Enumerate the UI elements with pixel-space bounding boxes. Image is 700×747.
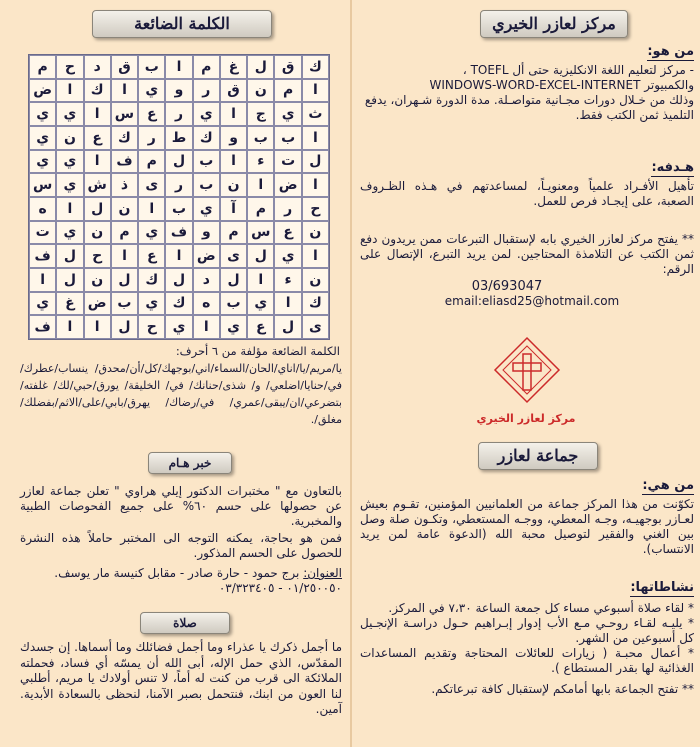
grid-cell: ر: [274, 197, 301, 221]
grid-cell: ت: [29, 221, 56, 245]
grid-cell: ا: [220, 102, 247, 126]
what-body: تكوّنت من هذا المركز جماعة من العلمانيين المؤمنين، تقـوم بعيش لعـازر بوجهيـه، وجـه المعطي، ووجـه المستعطي، وتكـون صلة وصل بين الغني والفقير لتوصيل محبة الله (الدعوة عامة لمن يريد الانتساب).: [360, 497, 694, 556]
grid-cell: غ: [56, 292, 83, 316]
grid-cell: ل: [165, 150, 192, 174]
news-phones: ٠١/٢٥٠٠٥٠ - ٠٣/٣٢٣٤٠٥: [218, 581, 342, 595]
grid-cell: آ: [220, 197, 247, 221]
grid-cell: ض: [193, 244, 220, 268]
goal-section: [360, 156, 694, 209]
news-body: [20, 484, 342, 529]
grid-cell: ي: [138, 79, 165, 103]
grid-cell: ر: [193, 79, 220, 103]
center-title-banner: [480, 10, 628, 38]
grid-cell: ح: [56, 55, 83, 79]
activity-4: ** تفتح الجماعة بابها أمامكم لإستقبال كافة تبرعاتكم.: [431, 682, 694, 696]
grid-cell: ي: [193, 102, 220, 126]
grid-cell: ي: [56, 102, 83, 126]
grid-cell: ق: [220, 79, 247, 103]
grid-cell: ب: [111, 292, 138, 316]
grid-cell: ا: [220, 150, 247, 174]
prayer-body-text: ما أجمل ذكرك يا عذراء وما أجمل فضائلك وما أسماها. إن جسدك المقدّس، الذي حمل الإله، أبى الله أن يمسّه أي فساد، فحملته الملائكة الى قرب من كنت له أماً، لا تنس أولادك يا مريم، أطلبي لنا العون من ابنك، فنتحمل بصبر الآمنا، لنحظى بالسعادة الأبدية. آمين.: [20, 640, 342, 716]
group-title-banner: [478, 442, 598, 470]
phone-number: 03/693047: [471, 279, 543, 294]
grid-cell: ذ: [111, 173, 138, 197]
who-body-2: والكمبيوتر WINDOWS-WORD-EXCEL-INTERNET: [429, 78, 694, 92]
grid-cell: ي: [56, 221, 83, 245]
puzzle-title: الكلمة الضائعة: [134, 14, 230, 33]
goal-heading: هـدفه:: [651, 160, 694, 175]
grid-cell: ا: [302, 79, 329, 103]
grid-cell: ى: [138, 173, 165, 197]
grid-cell: ا: [84, 102, 111, 126]
grid-cell: ا: [56, 197, 83, 221]
grid-cell: ع: [138, 102, 165, 126]
grid-cell: ف: [165, 221, 192, 245]
grid-cell: ث: [302, 102, 329, 126]
grid-cell: ر: [165, 102, 192, 126]
grid-cell: ن: [84, 221, 111, 245]
grid-cell: و: [193, 221, 220, 245]
grid-cell: غ: [220, 55, 247, 79]
grid-cell: ك: [302, 292, 329, 316]
goal-body: تأهيل الأفـراد علمياً ومعنويـاً، لمساعدتهم في هـذه الظـروف الصعبة، على إيجـاد فرص للعمل.: [360, 179, 694, 208]
grid-cell: ط: [165, 126, 192, 150]
grid-cell: ي: [29, 150, 56, 174]
grid-cell: ي: [247, 292, 274, 316]
grid-cell: ا: [165, 55, 192, 79]
grid-cell: د: [84, 55, 111, 79]
grid-cell: ن: [111, 197, 138, 221]
grid-cell: ي: [138, 292, 165, 316]
grid-cell: ا: [84, 150, 111, 174]
grid-cell: ن: [56, 126, 83, 150]
activities-section: [360, 576, 694, 697]
grid-cell: م: [138, 150, 165, 174]
grid-cell: ج: [247, 102, 274, 126]
puzzle-hint: [150, 344, 340, 359]
who-heading: من هو:: [647, 44, 694, 59]
grid-cell: ق: [111, 55, 138, 79]
grid-cell: م: [29, 55, 56, 79]
group-title: جماعة لعازر: [497, 446, 579, 465]
grid-cell: ق: [274, 55, 301, 79]
grid-cell: ى: [302, 315, 329, 339]
grid-cell: ه: [29, 197, 56, 221]
grid-cell: ي: [56, 173, 83, 197]
grid-cell: ن: [220, 173, 247, 197]
grid-cell: ب: [193, 150, 220, 174]
grid-cell: م: [274, 79, 301, 103]
grid-cell: ك: [165, 292, 192, 316]
grid-cell: د: [193, 268, 220, 292]
grid-cell: ر: [165, 173, 192, 197]
grid-cell: ا: [56, 315, 83, 339]
grid-cell: ي: [220, 315, 247, 339]
grid-cell: و: [220, 126, 247, 150]
grid-cell: ح: [84, 244, 111, 268]
grid-cell: ا: [302, 126, 329, 150]
grid-cell: م: [247, 197, 274, 221]
grid-cell: ر: [138, 126, 165, 150]
grid-cell: ل: [111, 268, 138, 292]
grid-cell: ف: [111, 150, 138, 174]
puzzle-title-banner: [92, 10, 272, 38]
grid-cell: ت: [274, 150, 301, 174]
grid-cell: ل: [56, 244, 83, 268]
news-body-text: بالتعاون مع " مختبرات الدكتور إيلي هراوي " تعلن جماعة لعازر عن حصولها على حسم ٦٠% على جميع الفحوصات الطبية والمخبرية.: [20, 484, 342, 528]
activity-1: * لقاء صلاة أسبوعي مساء كل جمعة الساعة ٧،٣٠ في المركز.: [388, 601, 694, 615]
grid-cell: ل: [84, 197, 111, 221]
grid-cell: ل: [220, 268, 247, 292]
grid-cell: ب: [247, 126, 274, 150]
center-title: مركز لعازر الخيري: [492, 14, 616, 33]
news-body-2-text: فمن هو بحاجة، يمكنه التوجه الى المختبر حاملاً هذه النشرة للحصول على الحسم المذكور.: [20, 531, 342, 560]
puzzle-words: [20, 360, 342, 428]
grid-cell: ي: [193, 197, 220, 221]
news-address: [20, 566, 342, 596]
grid-cell: ي: [165, 315, 192, 339]
what-section: [360, 474, 694, 557]
right-column: [352, 0, 700, 747]
grid-cell: س: [29, 173, 56, 197]
grid-cell: ا: [111, 244, 138, 268]
grid-cell: ل: [247, 55, 274, 79]
grid-cell: ض: [84, 292, 111, 316]
who-body-3: وذلك من خـلال دورات مجـانية متواصـلة. مدة الدورة شـهران، يدفع التلميذ ثمن الكتب فقط.: [364, 93, 694, 122]
activity-3: * أعمال محبـة ( زيارات للعائلات المحتاجة وتقديم المساعدات الغذائية لها بقدر المستطاع ).: [360, 646, 694, 675]
grid-cell: ل: [56, 268, 83, 292]
grid-cell: ا: [84, 315, 111, 339]
grid-cell: ا: [111, 79, 138, 103]
center-logo: [493, 336, 561, 408]
grid-cell: ك: [138, 268, 165, 292]
what-heading: من هي:: [642, 478, 694, 493]
grid-cell: ء: [247, 150, 274, 174]
grid-cell: ب: [274, 126, 301, 150]
grid-cell: م: [111, 221, 138, 245]
grid-cell: ا: [29, 268, 56, 292]
grid-cell: ح: [302, 197, 329, 221]
grid-cell: ب: [220, 292, 247, 316]
grid-cell: ل: [247, 244, 274, 268]
grid-cell: ك: [193, 126, 220, 150]
grid-cell: ي: [56, 150, 83, 174]
grid-cell: ه: [193, 292, 220, 316]
grid-cell: ا: [138, 197, 165, 221]
puzzle-words-text: يا/مريم/يا/اناي/الحان/السماء/اني/بوجهك/كل/أن/محدق/ ينساب/عطرك/ في/حنايا/اضلعي/ و/ شذى/حنانك/ في/ الخليقة/ يورق/حبي/لك/ غلفته/بتضرعي/ان/يبقى/عمري/ في/رضاك/ يهرق/بابي/على/الاثم/بفضلك/مغلق/.: [20, 362, 342, 426]
grid-cell: ش: [84, 173, 111, 197]
grid-cell: ن: [247, 79, 274, 103]
news-title-banner: [148, 452, 232, 474]
puzzle-hint-text: الكلمة الضائعة مؤلفة من ٦ أحرف:: [175, 344, 340, 358]
cross-logo-icon: [493, 336, 561, 408]
grid-cell: ض: [29, 79, 56, 103]
grid-cell: ف: [29, 244, 56, 268]
grid-cell: ف: [29, 315, 56, 339]
grid-cell: س: [247, 221, 274, 245]
grid-cell: س: [111, 102, 138, 126]
prayer-title: صلاة: [173, 616, 197, 630]
news-address-text: برج حمود - حارة صادر - مقابل كنيسة مار يوسف.: [54, 566, 300, 580]
grid-cell: ي: [29, 126, 56, 150]
grid-cell: م: [193, 55, 220, 79]
grid-cell: ل: [274, 315, 301, 339]
grid-cell: ض: [274, 173, 301, 197]
grid-cell: م: [220, 221, 247, 245]
news-address-label: العنوان:: [303, 566, 342, 580]
grid-cell: و: [165, 79, 192, 103]
grid-cell: ل: [302, 150, 329, 174]
who-body-1: - مركز لتعليم اللغة الانكليزية حتى أل TOEFL ،: [462, 63, 694, 77]
grid-cell: ي: [138, 221, 165, 245]
grid-cell: ي: [29, 292, 56, 316]
grid-cell: ب: [193, 173, 220, 197]
grid-cell: ن: [302, 221, 329, 245]
grid-cell: ب: [165, 197, 192, 221]
grid-cell: ي: [29, 102, 56, 126]
grid-cell: ن: [84, 268, 111, 292]
grid-cell: ا: [193, 315, 220, 339]
grid-cell: ك: [302, 55, 329, 79]
who-section: [360, 40, 694, 123]
grid-cell: ع: [138, 244, 165, 268]
activities-heading: نشاطاتها:: [630, 580, 694, 595]
email-address: email:eliasd25@hotmail.com: [444, 294, 620, 308]
grid-cell: ا: [247, 173, 274, 197]
grid-cell: ح: [138, 315, 165, 339]
grid-cell: ل: [111, 315, 138, 339]
grid-cell: ل: [165, 268, 192, 292]
grid-cell: ا: [56, 79, 83, 103]
activity-2: * يليـه لقـاء روحـي مـع الأب إدوار إبـراهيم حـول دراسـة الإنجـيل كل أسبوعين من الشهر.: [360, 616, 694, 645]
logo-caption: مركز لعازر الخيري: [476, 412, 576, 425]
grid-cell: ع: [247, 315, 274, 339]
grid-cell: ا: [274, 292, 301, 316]
grid-cell: ا: [165, 244, 192, 268]
grid-cell: ع: [274, 221, 301, 245]
news-title: خبر هـام: [168, 456, 212, 470]
grid-cell: ب: [138, 55, 165, 79]
grid-cell: ك: [84, 79, 111, 103]
news-body-2: [20, 531, 342, 561]
grid-cell: ا: [302, 244, 329, 268]
note-section: [360, 232, 694, 308]
prayer-title-banner: [140, 612, 230, 634]
prayer-body: [20, 640, 342, 718]
grid-cell: ي: [274, 244, 301, 268]
grid-cell: ا: [247, 268, 274, 292]
grid-cell: ع: [84, 126, 111, 150]
grid-cell: ي: [274, 102, 301, 126]
grid-cell: ى: [220, 244, 247, 268]
grid-cell: ن: [302, 268, 329, 292]
grid-cell: ك: [111, 126, 138, 150]
note-body: ** يفتح مركز لعازر الخيري بابه لإستقبال التبرعات ممن يريدون دفع ثمن الكتب عن التلامذة المحتاجين. لمن يريد التبرع، الإتصال على الرقم:: [360, 232, 694, 276]
word-search-grid: [28, 54, 330, 340]
grid-cell: ء: [274, 268, 301, 292]
grid-cell: ا: [302, 173, 329, 197]
